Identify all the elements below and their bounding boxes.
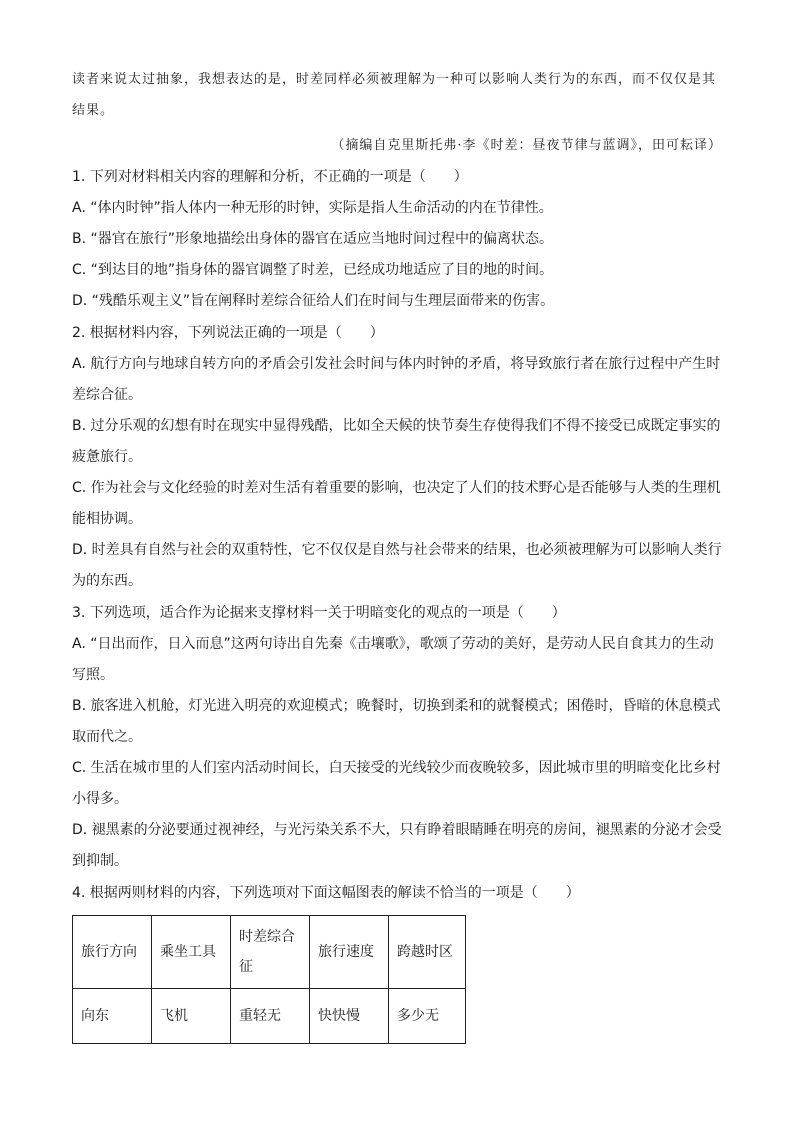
option-d: D. “残酷乐观主义”旨在阐释时差综合征给人们在时间与生理层面带来的伤害。 [72, 293, 555, 309]
table-header-cell: 旅行速度 [310, 916, 389, 989]
table-cell: 重轻无 [231, 989, 310, 1044]
option-d: D. 褪黑素的分泌要通过视神经，与光污染关系不大，只有睁着眼睛睡在明亮的房间，褪黑素的分泌才会受到抑制。 [72, 822, 722, 869]
option-b: B. 过分乐观的幻想有时在现实中显得残酷，比如全天候的快节奏生存使得我们不得不接受已成既定事实的疲惫旅行。 [72, 418, 721, 465]
option-d: D. 时差具有自然与社会的双重特性，它不仅仅是自然与社会带来的结果，也必须被理解为可以影响人类行为的东西。 [72, 542, 722, 589]
table-header-cell: 旅行方向 [73, 916, 152, 989]
option-c: C. “到达目的地”指身体的器官调整了时差，已经成功地适应了目的地的时间。 [72, 262, 554, 278]
option-a: A. “体内时钟”指人体内一种无形的时钟，实际是指人生命活动的内在节律性。 [72, 200, 553, 216]
table-header-cell: 乘坐工具 [152, 916, 231, 989]
table-cell: 快快慢 [310, 989, 389, 1044]
question-1 [72, 162, 722, 317]
question-stem: 2. 根据材料内容，下列说法正确的一项是（ ） [72, 325, 384, 341]
option-a: A. 航行方向与地球自转方向的矛盾会引发社会时间与体内时钟的矛盾，将导致旅行者在旅行过程中产生时差综合征。 [72, 356, 721, 403]
option-c: C. 生活在城市里的人们室内活动时间长，白天接受的光线较少而夜晚较多，因此城市里的明暗变化比乡村小得多。 [72, 760, 721, 807]
intro-paragraph: 读者来说太过抽象，我想表达的是，时差同样必须被理解为一种可以影响人类行为的东西，而不仅仅是其结果。 [72, 72, 717, 118]
question-stem: 3. 下列选项，适合作为论据来支撑材料一关于明暗变化的观点的一项是（ ） [72, 605, 566, 621]
table-cell: 向东 [73, 989, 152, 1044]
question-stem: 1. 下列对材料相关内容的理解和分析，不正确的一项是（ ） [72, 169, 468, 185]
option-b: B. 旅客进入机舱，灯光进入明亮的欢迎模式；晚餐时，切换到柔和的就餐模式；困倦时，昏暗的休息模式取而代之。 [72, 698, 721, 745]
question-2 [72, 318, 722, 597]
table-cell: 飞机 [152, 989, 231, 1044]
option-b: B. “器官在旅行”形象地描绘出身体的器官在适应当地时间过程中的偏离状态。 [72, 231, 554, 247]
option-a: A. “日出而作，日入而息”这两句诗出自先秦《击壤歌》，歌颂了劳动的美好，是劳动人民自食其力的生动写照。 [72, 636, 714, 683]
question-stem: 4. 根据两则材料的内容，下列选项对下面这幅图表的解读不恰当的一项是（ ） [72, 885, 580, 901]
document-page [72, 64, 722, 1044]
table-header-row [73, 916, 466, 989]
question-4 [72, 878, 722, 909]
question-3 [72, 598, 722, 877]
data-table [72, 915, 466, 1044]
table-header-cell: 时差综合征 [231, 916, 310, 989]
table-row [73, 989, 466, 1044]
table-cell: 多少无 [389, 989, 466, 1044]
source-citation: （摘编自克里斯托弗·李《时差：昼夜节律与蓝调》，田可耘译） [331, 138, 722, 153]
option-c: C. 作为社会与文化经验的时差对生活有着重要的影响，也决定了人们的技术野心是否能够与人类的生理机能相协调。 [72, 480, 721, 527]
table-header-cell: 跨越时区 [389, 916, 466, 989]
